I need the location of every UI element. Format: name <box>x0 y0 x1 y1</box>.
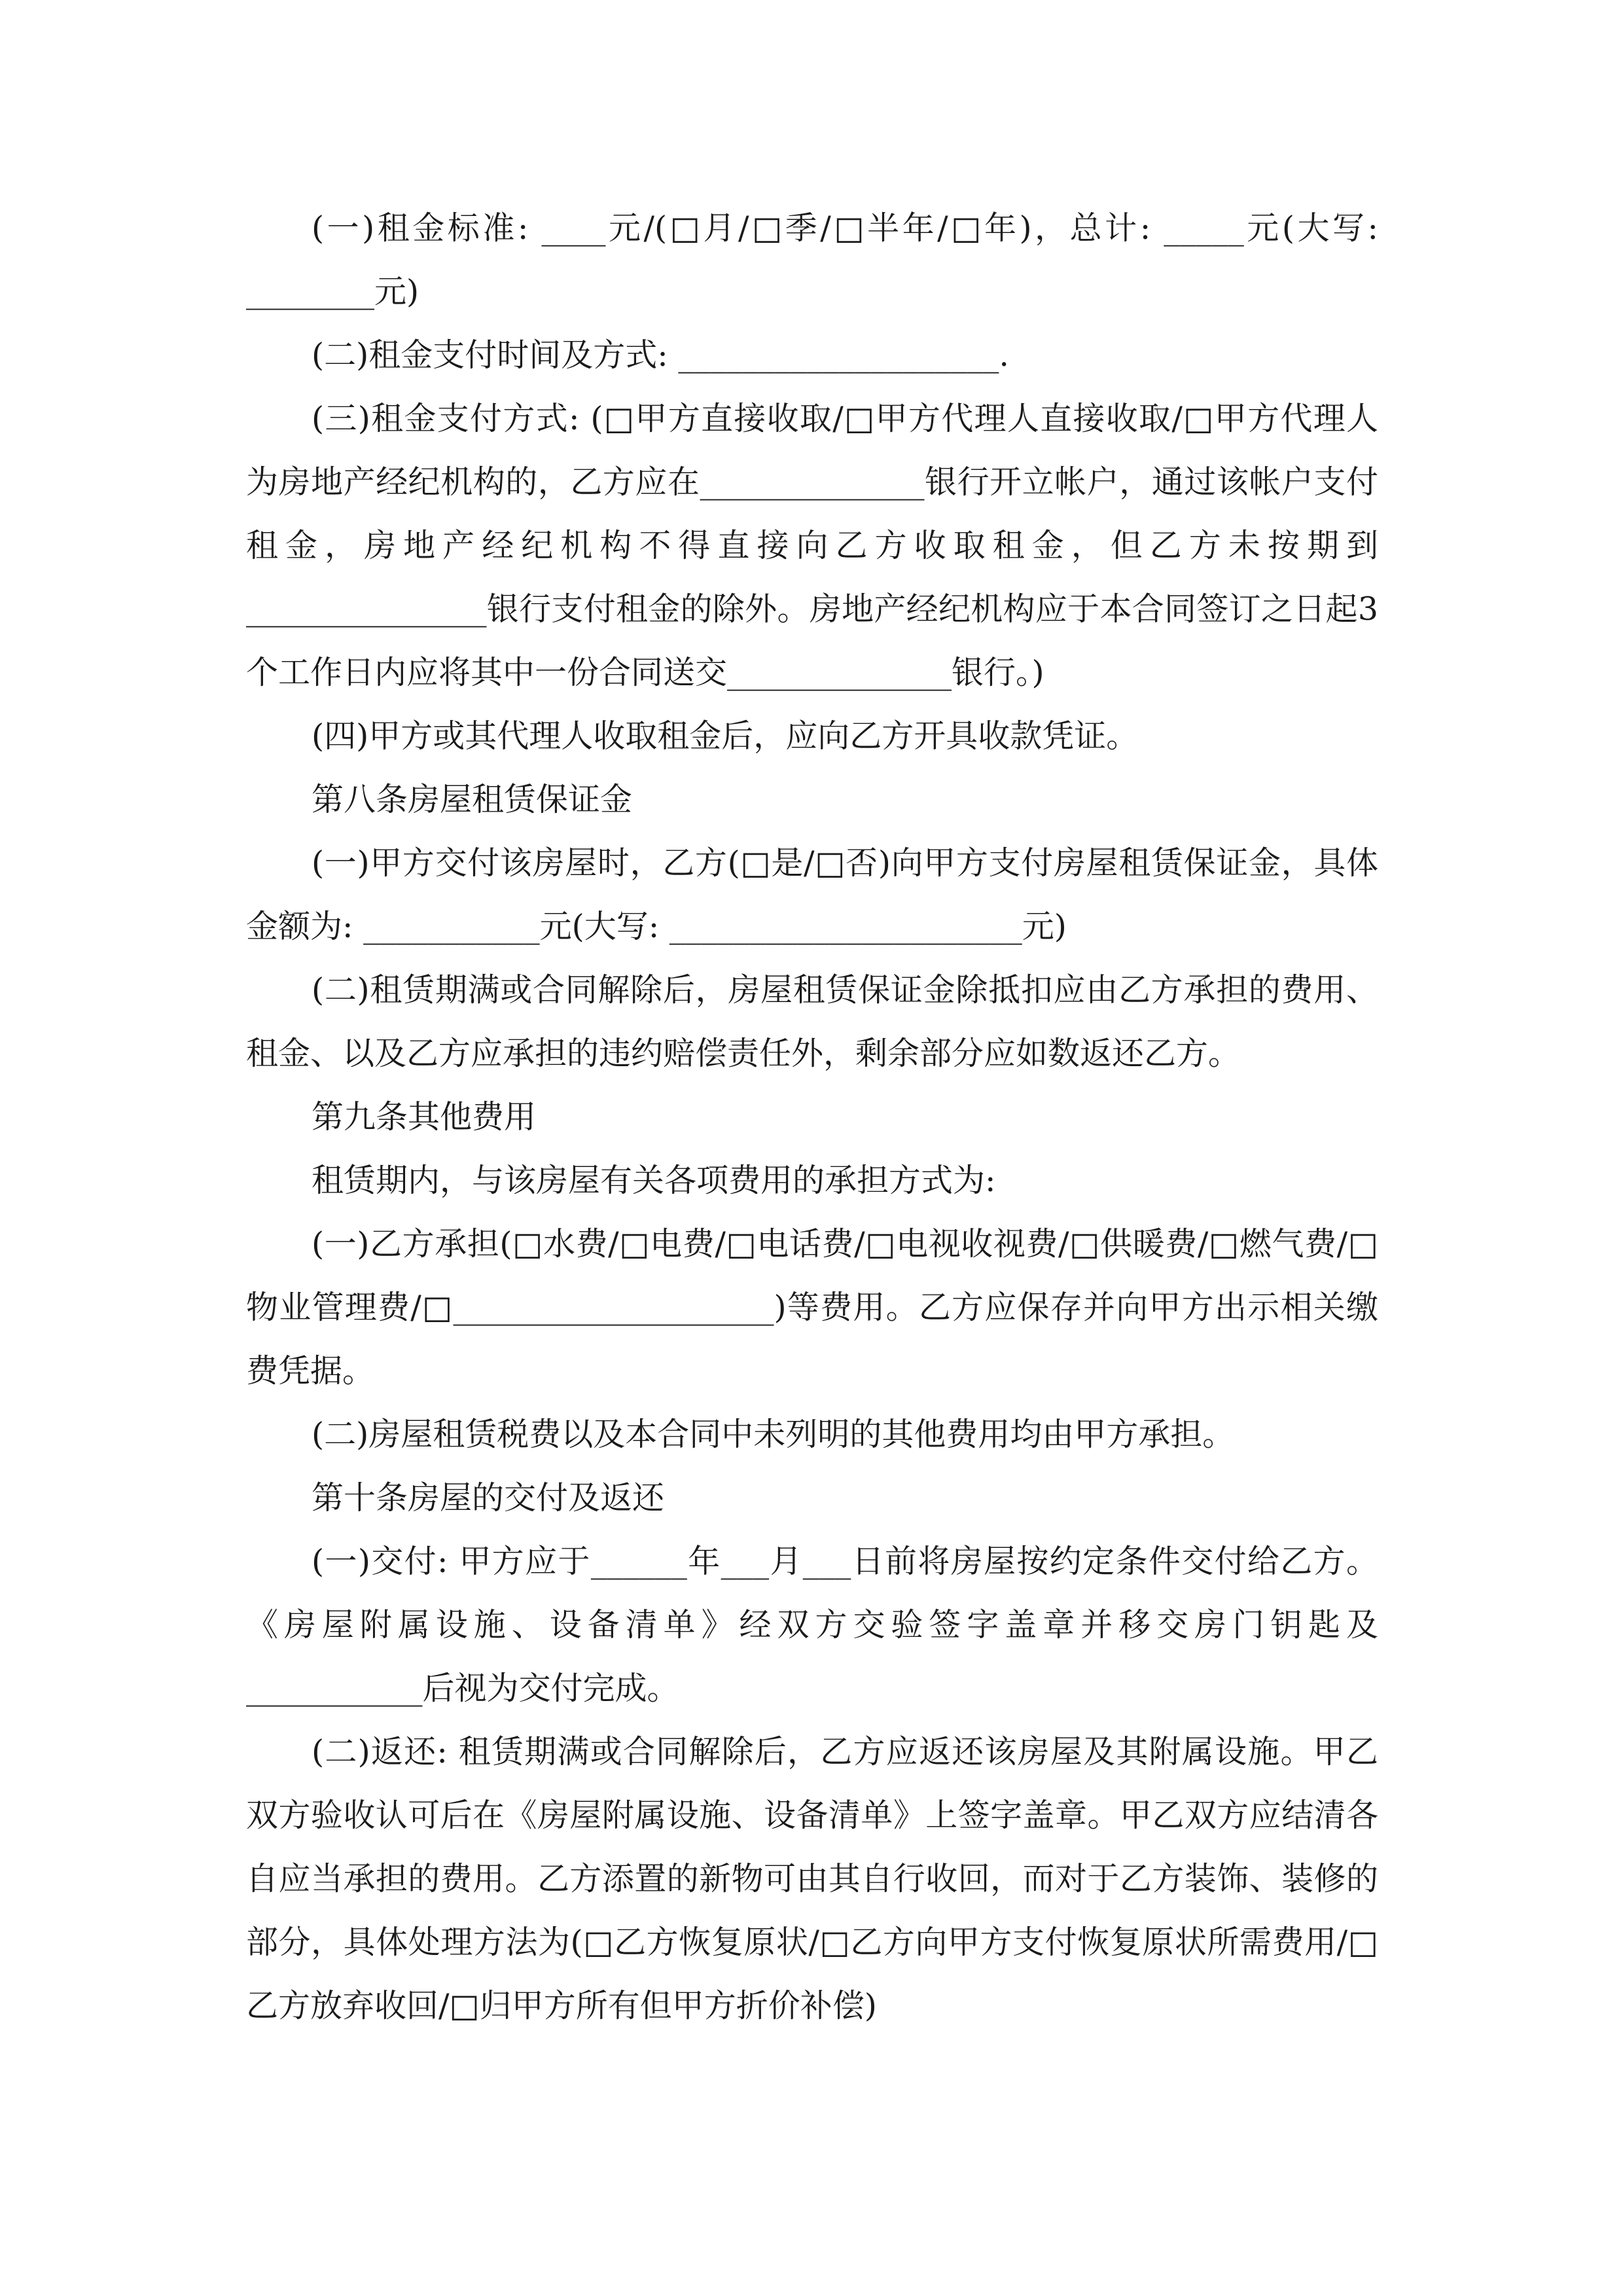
paragraph-delivery: (一)交付: 甲方应于______年___月___日前将房屋按约定条件交付给乙方。《房屋附属设施、设备清单》经双方交验签字盖章并移交房门钥匙及___________后视为交付完成。 <box>246 1543 1378 1707</box>
paragraph-return: (二)返还: 租赁期满或合同解除后，乙方应返还该房屋及其附属设施。甲乙双方验收认可后在《房屋附属设施、设备清单》上签字盖章。甲乙双方应结清各自应当承担的费用。乙方添置的新物可由其自行收回，而对于乙方装饰、装修的部分，具体处理方法为(□乙方恢复原状/□乙方向甲方支付恢复原状所需费用/□乙方放弃收回/□归甲方所有但甲方折价补偿) <box>246 1733 1378 2024</box>
paragraph-fees-intro: 租赁期内，与该房屋有关各项费用的承担方式为: <box>312 1162 996 1199</box>
paragraph-rent-standard: (一)租金标准: ____元/(□月/□季/□半年/□年)，总计: _____元(大写: ________元) <box>246 209 1389 310</box>
paragraph-deposit-return: (二)租赁期满或合同解除后，房屋租赁保证金除抵扣应由乙方承担的费用、租金、以及乙方应承担的违约赔偿责任外，剩余部分应如数返还乙方。 <box>246 971 1378 1072</box>
article-10-heading: 第十条房屋的交付及返还 <box>312 1479 665 1516</box>
paragraph-fees-tenant: (一)乙方承担(□水费/□电费/□电话费/□电视收视费/□供暖费/□燃气费/□物业管理费/□____________________)等费用。乙方应保存并向甲方出示相关缴费凭据。 <box>246 1225 1378 1390</box>
article-8-heading: 第八条房屋租赁保证金 <box>312 781 633 818</box>
article-9-heading: 第九条其他费用 <box>312 1098 537 1136</box>
paragraph-deposit-amount: (一)甲方交付该房屋时，乙方(□是/□否)向甲方支付房屋租赁保证金，具体金额为: ___________元(大写: ______________________元) <box>246 844 1378 945</box>
document-body <box>246 196 1389 2037</box>
paragraph-rent-payment-method: (三)租金支付方式: (□甲方直接收取/□甲方代理人直接收取/□甲方代理人为房地产经纪机构的，乙方应在______________银行开立帐户，通过该帐户支付租金，房地产经纪机构不得直接向乙方收取租金，但乙方未按期到_______________银行支付租金的除外。房地产经纪机构应于本合同签订之日起3个工作日内应将其中一份合同送交______________银行。) <box>246 400 1378 691</box>
paragraph-fees-landlord: (二)房屋租赁税费以及本合同中未列明的其他费用均由甲方承担。 <box>312 1416 1235 1453</box>
paragraph-rent-payment-time: (二)租金支付时间及方式: ____________________. <box>312 336 1009 374</box>
paragraph-rent-receipt: (四)甲方或其代理人收取租金后，应向乙方开具收款凭证。 <box>312 717 1139 755</box>
